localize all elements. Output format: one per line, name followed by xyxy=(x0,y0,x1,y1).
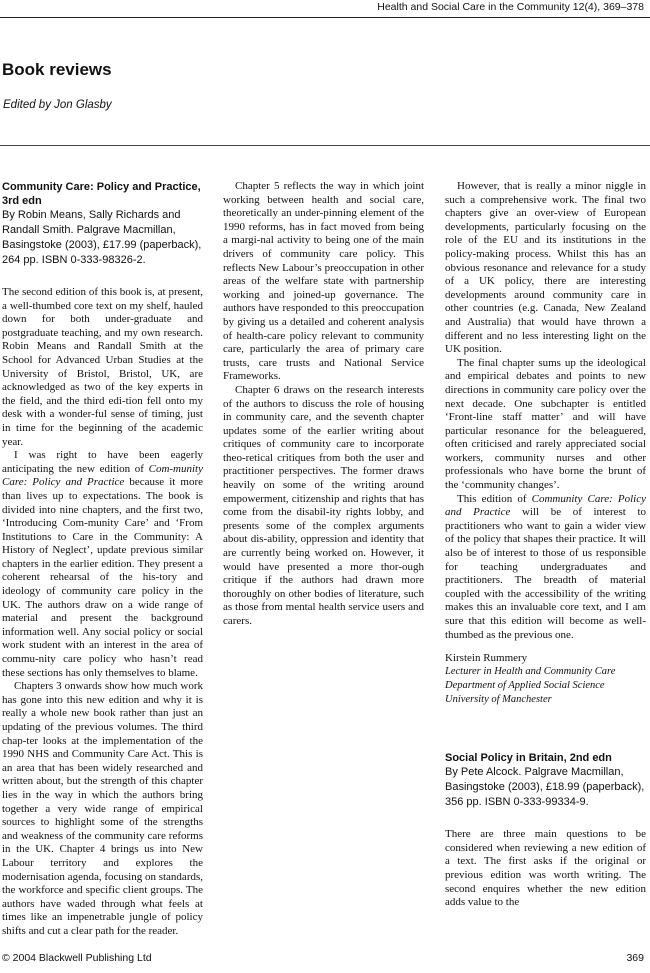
review-1-paragraph-5: Chapter 6 draws on the research interests of the authors to discuss the role of housing in community care, and the seventh chapter updates some of the earlier writing about critiques of community care to incorporate theo-retical critiques from both the user and practitioner perspectives. The former draws heavily on some of the writing around empowerment, citizenship and rights that has come from the disabil-ity rights lobby, and presents some of the complex arguments about dis-ability, oppression and identity that are currently being worked on. However, it would have presented a more thor-ough critique if the authors had drawn more thoroughly on other bodies of literature, such as those from mental health service users and carers. xyxy=(223,383,424,627)
review-1-paragraph-8 xyxy=(445,493,646,643)
section-title: Book reviews xyxy=(2,60,112,79)
header-divider xyxy=(0,145,650,146)
review-1-paragraph-4: Chapter 5 reflects the way in which joint working between health and social care, theoretically an under-pinning element of the 1990 reforms, has in fact moved from being a margi-nal activity to being one of the main drivers of community care policy. This reflects New Labour’s preoccupation in other areas of the welfare state with partnership working and joined-up governance. The authors have responded to this preoccupation by giving us a detailed and coherent analysis of health-care policy relevant to community care, particularly the area of primary care trusts, care trusts and National Service Frameworks. xyxy=(223,180,424,383)
reviewer-university: University of Manchester xyxy=(445,694,552,706)
column-1 xyxy=(2,180,203,939)
column-2 xyxy=(223,180,424,629)
review-2 xyxy=(445,751,646,910)
review-1-paragraph-2 xyxy=(2,449,203,680)
review-1-paragraph-6: However, that is really a minor niggle in such a comprehensive work. The final two chapters give an over-view of European developments, particularly focusing on the role of the EU and its institutions in the policy-making process. Whilst this has an obvious resonance and relevance for a study of a UK policy, there are interesting developments around community care in other countries (e.g. Canada, New Zealand and Australia) that would have thrown a different and no less interesting light on the UK position. xyxy=(445,180,646,356)
review-2-paragraph-1: There are three main questions to be considered when reviewing a new edition of a text. The first asks if the original or previous edition was worth writing. The second enquires whether the new edition adds value to the xyxy=(445,828,646,909)
edited-by-line: Edited by Jon Glasby xyxy=(3,99,112,111)
paragraph-8-start: This edition of xyxy=(457,492,532,505)
reviewer-name: Kirstein Rummery xyxy=(445,652,528,665)
paragraph-2-end: because it more than lives up to expectations. The book is divided into nine chapters, and the first two, ‘Introducing Com-munity Care’ and ‘From Institutions to Care in the Community: A History of Neglect’, update previous similar chapters in the earlier edition. They present a coherent rehearsal of the his-tory and ideology of community care policy in the UK. The authors draw on a wide range of material and present the background information well. Any social policy or social work student with an interest in the area of commu-nity care policy who hasn’t read these sections has only themselves to blame. xyxy=(2,476,203,679)
review-1-paragraph-7: The final chapter sums up the ideological and empirical debates and points to new directions in community care policy over the next decade. One subchapter is entitled ‘Front-line staff matter’ and will have particular resonance for the beleaguered, often criticised and rarely appreciated social workers, community nurses and other professionals who have borne the brunt of the ‘community changes’. xyxy=(445,356,646,492)
review-2-meta: By Pete Alcock. Palgrave Macmillan, Basingstoke (2003), £18.99 (paperback), 356 pp. ISBN 0-333-99334-9. xyxy=(445,766,645,809)
review-2-title: Social Policy in Britain, 2nd edn xyxy=(445,752,612,765)
copyright-notice: © 2004 Blackwell Publishing Ltd xyxy=(2,952,152,964)
review-1-paragraph-1: The second edition of this book is, at present, a well-thumbed core text on my shelf, hauled down for both under-graduate and postgraduate teaching, and my own research. Robin Means and Randall Smith at the School for Advanced Urban Studies at the University of Bristol, Bristol, UK, are acknowledged as two of the key experts in the field, and the third edi-tion fell onto my desk with a wonder-ful sense of timing, just in time for the beginning of the academic year. xyxy=(2,286,203,448)
paragraph-2-start: I was right to have been eagerly anticipating the new edition of xyxy=(2,449,203,475)
column-3 xyxy=(445,180,646,910)
paragraph-8-end: will be of interest to practitioners who want to gain a wider view of the policy that shapes their practice. It will also be of interest to those of us responsible for teaching undergraduates and practitioners. The breadth of material coupled with the accessibility of the writing makes this an invaluable core text, and I am sure that this edition will become as well-thumbed as the previous one. xyxy=(445,506,646,641)
journal-citation: Health and Social Care in the Community 12(4), 369–378 xyxy=(377,1,644,13)
book-title-italic: Com-munity Care: Policy and Practice xyxy=(2,462,203,489)
review-1-title: Community Care: Policy and Practice, 3rd edn xyxy=(2,181,201,207)
book-title-italic: Community Care: Policy and Practice xyxy=(445,492,646,519)
review-1-meta: By Robin Means, Sally Richards and Randall Smith. Palgrave Macmillan, Basingstoke (2003), £17.99 (paperback), 264 pp. ISBN 0-333-98326-2. xyxy=(2,209,202,266)
page-number: 369 xyxy=(626,952,644,964)
review-1-paragraph-3: Chapters 3 onwards show how much work has gone into this new edition and why it is really a whole new book rather than just an updating of the previous volumes. The third chap-ter looks at the implementation of the 1990 NHS and Community Care Act. This is an area that has been widely researched and written about, but the strength of this chapter lies in the way in which the authors bring together a very wide range of empirical sources to highlight some of the strengths and weakness of the community care reforms in the UK. Chapter 4 brings us into New Labour territory and explores the modernisation agenda, focusing on standards, the workforce and specific client groups. The authors have waded through what feels at times like an impenetrable jungle of policy shifts and cut a clear path for the reader. xyxy=(2,680,204,937)
reviewer-department: Department of Applied Social Science xyxy=(445,680,605,692)
reviewer-title: Lecturer in Health and Community Care xyxy=(445,666,616,678)
running-head xyxy=(0,0,650,18)
